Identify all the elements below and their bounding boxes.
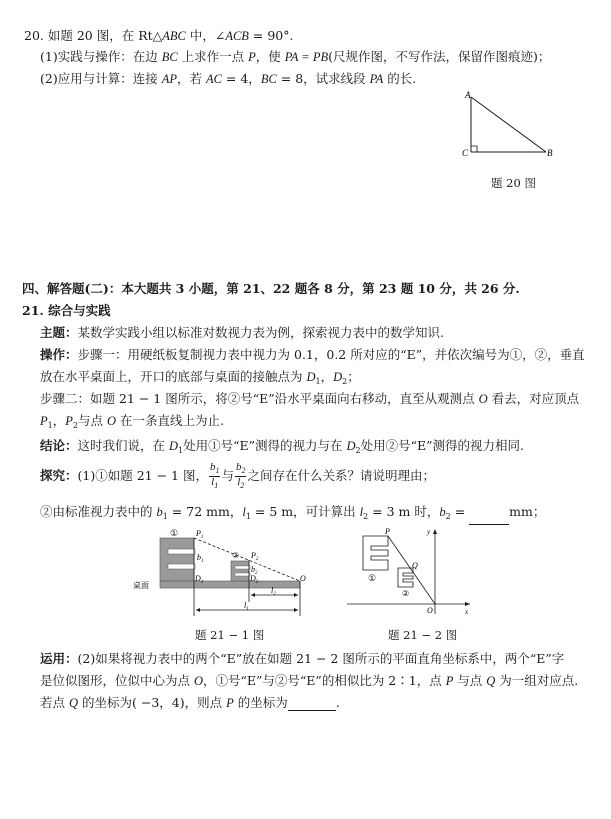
q21-explore-1: 探究：(1)①如题 21 − 1 图， $\frac{b_1}{l_1}$ 与 $\frac{b_2}{l_2}$ 之间存在什么关系？请说明理由；: [40, 461, 435, 490]
q21-step2-2: $P_1$，$P_2$与点 O 在一条直线上为止.: [40, 413, 224, 430]
label-b1: $b_1$: [197, 553, 204, 564]
label-d2: $D_2$: [250, 574, 259, 585]
label-l2: $l_2$: [271, 586, 276, 597]
label-p: P: [385, 527, 390, 536]
label-desk: 桌面: [133, 581, 149, 590]
q21-apply-1: 运用：(2)如果将视力表中的两个“E”放在如题 21 − 2 图所示的平面直角坐标系中，两个“E”字: [40, 651, 565, 666]
q21-operation-1: 操作：步骤一：用硬纸板复制视力表中视力为 0.1，0.2 所对应的“E”，并依次编号为①，②，垂直: [40, 347, 585, 362]
q21-step2-1: 步骤二：如题 21 − 1 图所示，将②号“E”沿水平桌面向右移动，直至从观测点 O 看去，对应顶点: [40, 391, 580, 406]
fraction-b1-l1: $\frac{b_1}{l_1}$: [209, 461, 220, 490]
e-chart-1: [160, 538, 195, 581]
y-axis-arrow: [433, 529, 437, 534]
figure-21-1-caption: 题 21 − 1 图: [195, 628, 265, 642]
answer-blank-p[interactable]: [288, 698, 336, 711]
desk: [160, 581, 300, 588]
q20-part2: (2)应用与计算：连接 AP，若 AC = 4，BC = 8，试求线段 PA 的长.: [40, 71, 417, 86]
side-ab: [471, 97, 546, 152]
label-circle-2: ②: [402, 589, 410, 598]
figure-20-caption: 题 20 图: [491, 176, 536, 190]
q21-apply-3: 若点 Q 的坐标为( −3，4)，则点 P 的坐标为 .: [40, 695, 340, 710]
label-l1: $l_1$: [244, 601, 249, 612]
label-c: C: [462, 148, 469, 158]
q20-part1: (1)实践与操作：在边 BC 上求作一点 P，使 PA = PB(尺规作图，不写作法，保留作图痕迹)；: [40, 49, 551, 64]
figure-21-2-caption: 题 21 − 2 图: [388, 628, 458, 642]
label-d1: $D_1$: [195, 574, 204, 585]
label-circle-1: ①: [170, 528, 179, 538]
q21-theme: 主题：某数学实践小组以标准对数视力表为例，探索视力表中的数学知识.: [40, 325, 444, 340]
e-shape-2: [398, 568, 413, 587]
q21-conclusion: 结论：这时我们说，在 $D_1$处用①号“E”测得的视力与在 $D_2$处用②号“E”测得的视力相同.: [40, 438, 525, 455]
fraction-b2-l2: $\frac{b_2}{l_2}$: [235, 461, 246, 490]
q21-apply-2: 是位似图形，位似中心为点 O，①号“E”与②号“E”的相似比为 2∶1，点 P 与点 Q 为一组对应点.: [40, 673, 579, 688]
q21-operation-2: 放在水平桌面上，开口的底部与桌面的接触点为 $D_1$，$D_2$；: [40, 369, 360, 386]
label-circle-1: ①: [368, 573, 377, 583]
e-shape-1: [363, 536, 388, 570]
figure-21-2: [345, 526, 475, 616]
q21-explore-2: ②由标准视力表中的 $b_1 = 72$ mm，$l_1 = 5$ m，可计算出 $l_2 = 3$ m 时，$b_2$ = mm；: [40, 504, 545, 525]
x-axis-arrow: [465, 602, 470, 606]
label-b2: $b_2$: [251, 565, 258, 576]
label-a: A: [465, 90, 471, 100]
label-circle-2: ②: [232, 551, 240, 560]
q20-stem: 20. 如题 20 图，在 Rt△ABC 中，∠ACB = 90°.: [24, 28, 294, 43]
q20-number: 20.: [24, 28, 44, 43]
label-x: x: [465, 608, 469, 616]
label-y: y: [427, 528, 431, 536]
line-p-o: [388, 536, 435, 604]
q21-title: 21. 综合与实践: [22, 303, 111, 318]
right-angle-mark: [471, 146, 477, 152]
label-p2: $P_2$: [251, 551, 259, 562]
e-chart-2: [231, 561, 250, 581]
section-4-heading: 四、解答题(二)：本大题共 3 小题，第 21、22 题各 8 分，第 23 题 10 分，共 26 分.: [22, 281, 520, 296]
label-p1: $P_1$: [196, 529, 204, 540]
figure-21-1: [128, 526, 328, 622]
label-o: O: [300, 574, 306, 583]
figure-20-triangle: [460, 90, 570, 160]
label-q: Q: [412, 561, 418, 570]
label-o: O: [427, 606, 433, 615]
answer-blank-b2[interactable]: [469, 512, 509, 525]
label-b: B: [547, 148, 553, 158]
